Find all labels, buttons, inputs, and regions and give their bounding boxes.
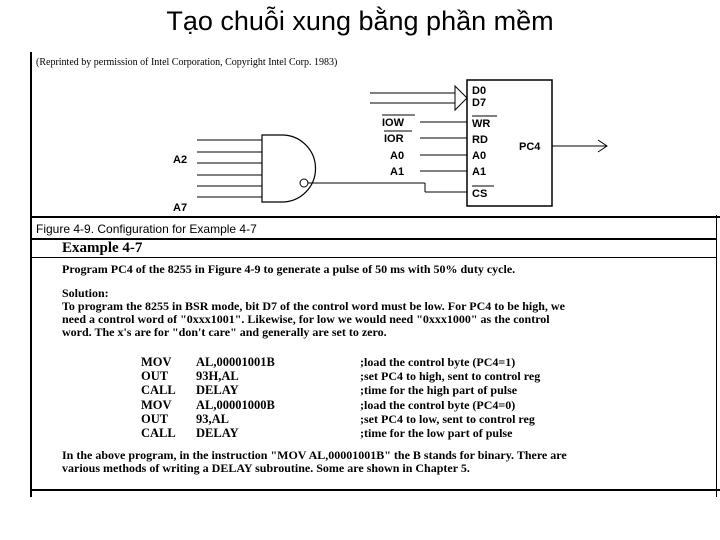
input-ior: IOR	[384, 133, 404, 145]
pin-d0: D0	[472, 85, 487, 97]
code-arg: 93,AL	[196, 411, 229, 426]
pin-a0: A0	[472, 150, 487, 162]
input-a1: A1	[390, 166, 405, 178]
pin-d7: D7	[472, 97, 487, 109]
code-arg: DELAY	[196, 426, 239, 441]
code-comment: ;time for the high part of pulse	[360, 383, 518, 398]
note-line: In the above program, in the instruction "MOV AL,00001001B" the B stands for binary. There are	[62, 448, 567, 462]
solution-line: To program the 8255 in BSR mode, bit D7 of the control word must be low. For PC4 to be high, we	[62, 299, 565, 313]
code-op: CALL	[141, 383, 176, 398]
pin-rd: RD	[472, 134, 488, 146]
code-comment: ;load the control byte (PC4=1)	[360, 355, 516, 369]
code-arg: 93H,AL	[196, 369, 239, 384]
code-op: OUT	[141, 411, 169, 426]
nand-gate	[262, 135, 316, 202]
pin-cs: CS	[472, 188, 488, 200]
example-title-rule	[30, 257, 716, 258]
example-problem: Program PC4 of the 8255 in Figure 4-9 to generate a pulse of 50 ms with 50% duty cycle.	[62, 262, 516, 276]
solution-line: word. The x's are for "don't care" and generally are set to zero.	[62, 325, 387, 339]
input-a0: A0	[390, 150, 405, 162]
code-comment: ;load the control byte (PC4=0)	[360, 397, 516, 412]
example-title: Example 4-7	[62, 240, 143, 256]
code-ops	[141, 355, 176, 440]
solution-text	[62, 300, 565, 339]
output-pc4: PC4	[519, 141, 541, 153]
nand-bubble	[300, 179, 308, 187]
solution-line: need a control word of "0xxx1001". Likewise, for low we would need "0xxx1000" as the control	[62, 312, 550, 326]
code-comment: ;set PC4 to low, sent to control reg	[360, 411, 535, 426]
data-bus-arrowhead	[455, 86, 467, 110]
label-a2: A2	[173, 154, 188, 166]
note-line: various methods of writing a DELAY subroutine. Some are shown in Chapter 5.	[62, 461, 470, 475]
pin-wr: WR	[472, 118, 491, 130]
example-bottom-rule	[30, 489, 720, 491]
example-note	[62, 449, 567, 475]
code-comments	[360, 355, 540, 440]
label-a7: A7	[173, 202, 188, 214]
code-args	[196, 355, 275, 440]
code-op: CALL	[141, 426, 176, 441]
slide-title: Tạo chuỗi xung bằng phần mềm	[166, 6, 554, 36]
circuit-diagram	[0, 0, 720, 230]
code-comment: ;time for the low part of pulse	[360, 426, 513, 441]
input-iow: IOW	[382, 117, 404, 129]
gate-input-wires	[197, 140, 262, 197]
figure-credit: (Reprinted by permission of Intel Corporation, Copyright Intel Corp. 1983)	[36, 57, 338, 68]
code-arg: DELAY	[196, 383, 239, 398]
code-op: MOV	[141, 397, 172, 412]
code-op: OUT	[141, 369, 169, 384]
code-arg: AL,00001001B	[196, 355, 275, 369]
code-op: MOV	[141, 355, 172, 369]
code-comment: ;set PC4 to high, sent to control reg	[360, 369, 541, 384]
code-arg: AL,00001000B	[196, 397, 275, 412]
figure-caption: Figure 4-9. Configuration for Example 4-7	[36, 222, 257, 236]
figure-divider	[30, 216, 720, 218]
pin-a1: A1	[472, 166, 487, 178]
scan-right-border	[716, 215, 717, 497]
solution-label: Solution:	[62, 286, 109, 300]
